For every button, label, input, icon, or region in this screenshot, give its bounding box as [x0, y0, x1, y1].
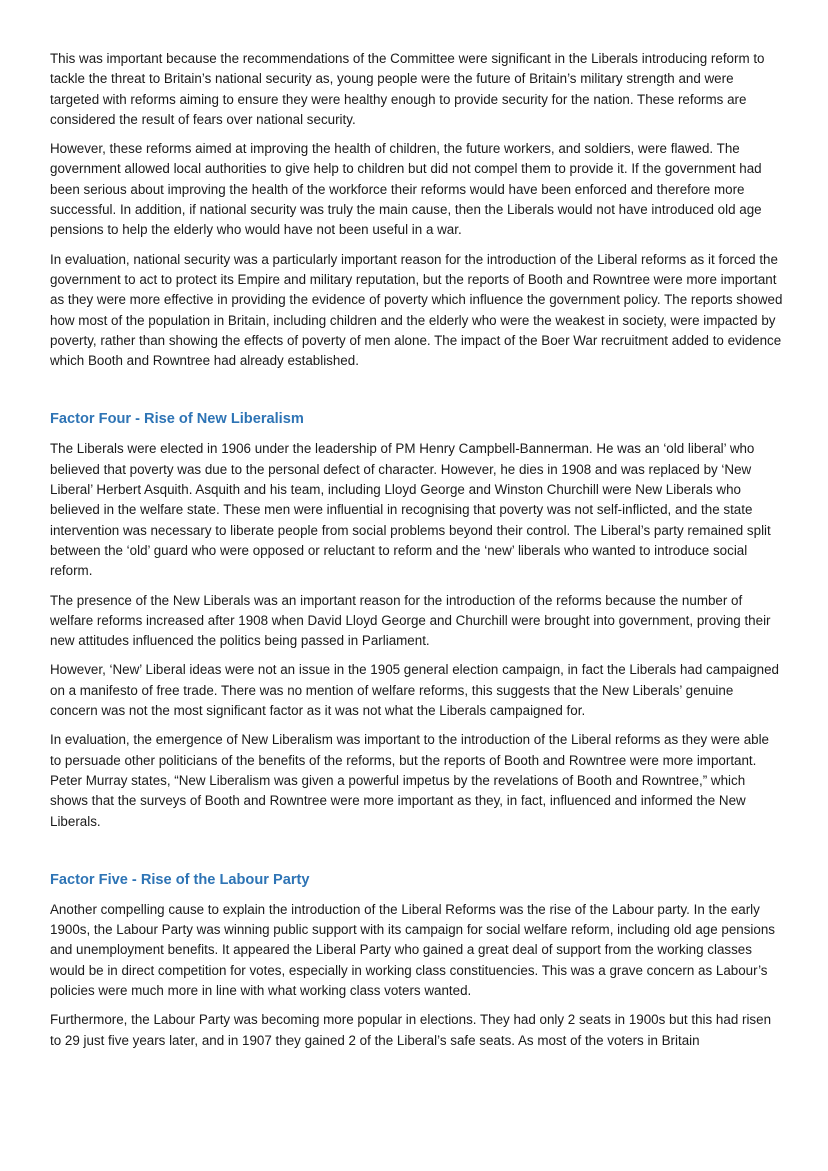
- paragraph: However, ‘New’ Liberal ideas were not an issue in the 1905 general election campaign, in fact the Liberals had campaigned on a manifesto of free trade. There was no mention of welfare reforms, this suggests that the New Liberals’ genuine concern was not the most significant factor as it was not what the Liberals campaigned for.: [50, 662, 779, 719]
- section-spacer: [50, 380, 783, 409]
- paragraph: Furthermore, the Labour Party was becoming more popular in elections. They had only 2 seats in 1900s but this had risen to 29 just five years later, and in 1907 they gained 2 of the Liberal’s safe seats. As most of the voters in Britain: [50, 1012, 772, 1048]
- section-factor-four: [50, 409, 783, 831]
- section-national-security-conclusion: [50, 49, 783, 371]
- paragraph: The Liberals were elected in 1906 under the leadership of PM Henry Campbell-Bannerman. He was an ‘old liberal’ who believed that poverty was due to the personal defect of character. However, he dies in 1908 and was replaced by ‘New Liberal’ Herbert Asquith. Asquith and his team, including Lloyd George and Winston Churchill were New Liberals who believed in the welfare state. These men were influential in recognising that poverty was not self-inflicted, and the state intervention was necessary to liberate people from social problems beyond their control. The Liberal’s party remained split between the ‘old’ guard who were opposed or reluctant to reform and the ‘new’ liberals who wanted to introduce social reform.: [50, 441, 771, 579]
- paragraph: However, these reforms aimed at improving the health of children, the future workers, and soldiers, were flawed. The government allowed local authorities to give help to children but did not compel them to provide it. If the government had been serious about improving the health of the workforce their reforms would have been enforced and therefore more successful. In addition, if national security was truly the main cause, then the Liberals would not have introduced old age pensions to help the elderly who would have not been useful in a war.: [50, 141, 762, 238]
- section-spacer: [50, 841, 783, 870]
- section-heading: Factor Five - Rise of the Labour Party: [50, 871, 310, 888]
- paragraph: This was important because the recommendations of the Committee were significant in the Liberals introducing reform to tackle the threat to Britain’s national security as, young people were the future of Britain’s military strength and were targeted with reforms aiming to ensure they were healthy enough to provide security for the nation. These reforms are considered the result of fears over national security.: [50, 51, 765, 127]
- section-heading: Factor Four - Rise of New Liberalism: [50, 411, 304, 428]
- paragraph: In evaluation, national security was a particularly important reason for the introduction of the Liberal reforms as it forced the government to act to protect its Empire and military reputation, but the reports of Booth and Rowntree were more important as they were more effective in providing the evidence of poverty which influence the government policy. The reports showed how most of the population in Britain, including children and the elderly who were the weakest in society, were impacted by poverty, rather than showing the effects of poverty of men alone. The impact of the Boer War recruitment added to evidence which Booth and Rowntree had already established.: [50, 251, 783, 369]
- document-body: [50, 49, 783, 1060]
- paragraph: In evaluation, the emergence of New Liberalism was important to the introduction of the Liberal reforms as they were able to persuade other politicians of the benefits of the reforms, but the reports of Booth and Rowntree were more important. Peter Murray states, “New Liberalism was given a powerful impetus by the revelations of Booth and Rowntree,” which shows that the surveys of Booth and Rowntree were more important as they, in fact, influenced and informed the New Liberals.: [50, 732, 770, 829]
- paragraph: The presence of the New Liberals was an important reason for the introduction of the reforms because the number of welfare reforms increased after 1908 when David Lloyd George and Churchill were brought into government, proving their new attitudes influenced the politics being passed in Parliament.: [50, 592, 771, 649]
- section-factor-five: [50, 870, 783, 1051]
- paragraph: Another compelling cause to explain the introduction of the Liberal Reforms was the rise of the Labour party. In the early 1900s, the Labour Party was winning public support with its campaign for social welfare reform, including old age pensions and unemployment benefits. It appeared the Liberal Party who gained a great deal of support from the working classes would be in direct competition for votes, especially in working class constituencies. This was a grave concern as Labour’s policies were much more in line with what working class voters wanted.: [50, 901, 775, 998]
